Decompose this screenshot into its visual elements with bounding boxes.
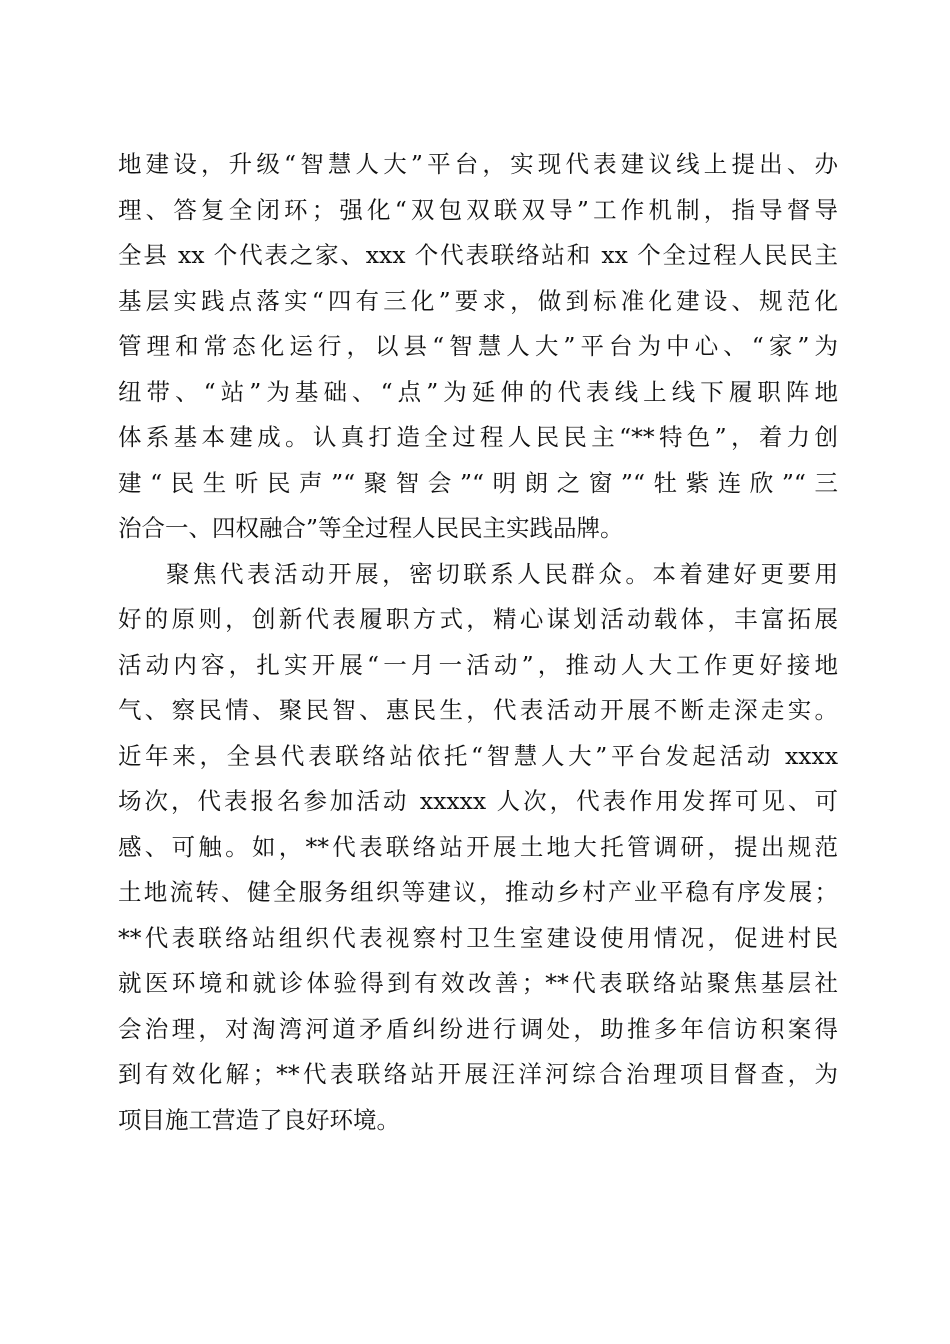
paragraph-2 (118, 552, 838, 1144)
text-line: **代表联络站组织代表视察村卫生室建设使用情况，促进村民 (118, 923, 838, 952)
text-line: 建“民生听民声”“聚智会”“明朗之窗”“牡紫连欣”“三 (118, 468, 838, 497)
text-line: 聚焦代表活动开展，密切联系人民群众。本着建好更要用 (166, 559, 838, 588)
text-line: 管理和常态化运行，以县“智慧人大”平台为中心、“家”为 (118, 332, 838, 360)
paragraph-1 (118, 142, 838, 552)
text-line: 活动内容，扎实开展“一月一活动”，推动人大工作更好接地 (118, 650, 838, 679)
text-line: 会治理，对淘湾河道矛盾纠纷进行调处，助推多年信访积案得 (118, 1014, 838, 1043)
text-line: 纽带、“站”为基础、“点”为延伸的代表线上线下履职阵地 (118, 377, 838, 406)
text-line: 基层实践点落实“四有三化”要求，做到标准化建设、规范化 (118, 286, 838, 315)
text-line: 感、可触。如，**代表联络站开展土地大托管调研，提出规范 (118, 832, 838, 861)
text-line: 好的原则，创新代表履职方式，精心谋划活动载体，丰富拓展 (118, 605, 838, 633)
text-line: 气、察民情、聚民智、惠民生，代表活动开展不断走深走实。 (118, 696, 838, 724)
text-line: 理、答复全闭环；强化“双包双联双导”工作机制，指导督导 (118, 195, 838, 224)
text-line: 全县 xx 个代表之家、xxx 个代表联络站和 xx 个全过程人民民主 (118, 241, 838, 269)
text-line: 体系基本建成。认真打造全过程人民民主“**特色”，着力创 (118, 423, 838, 451)
text-line: 治合一、四权融合”等全过程人民民主实践品牌。 (118, 514, 624, 542)
text-line: 近年来，全县代表联络站依托“智慧人大”平台发起活动 xxxx (118, 741, 838, 770)
text-line: 土地流转、健全服务组织等建议，推动乡村产业平稳有序发展； (118, 878, 838, 906)
text-line: 到有效化解；**代表联络站开展汪洋河综合治理项目督查，为 (118, 1060, 838, 1088)
text-line: 就医环境和就诊体验得到有效改善；**代表联络站聚焦基层社 (118, 969, 838, 997)
document-body (118, 142, 838, 1143)
text-line: 项目施工营造了良好环境。 (118, 1105, 400, 1134)
text-line: 地建设，升级“智慧人大”平台，实现代表建议线上提出、办 (118, 150, 838, 178)
text-line: 场次，代表报名参加活动 xxxxx 人次，代表作用发挥可见、可 (118, 787, 838, 815)
